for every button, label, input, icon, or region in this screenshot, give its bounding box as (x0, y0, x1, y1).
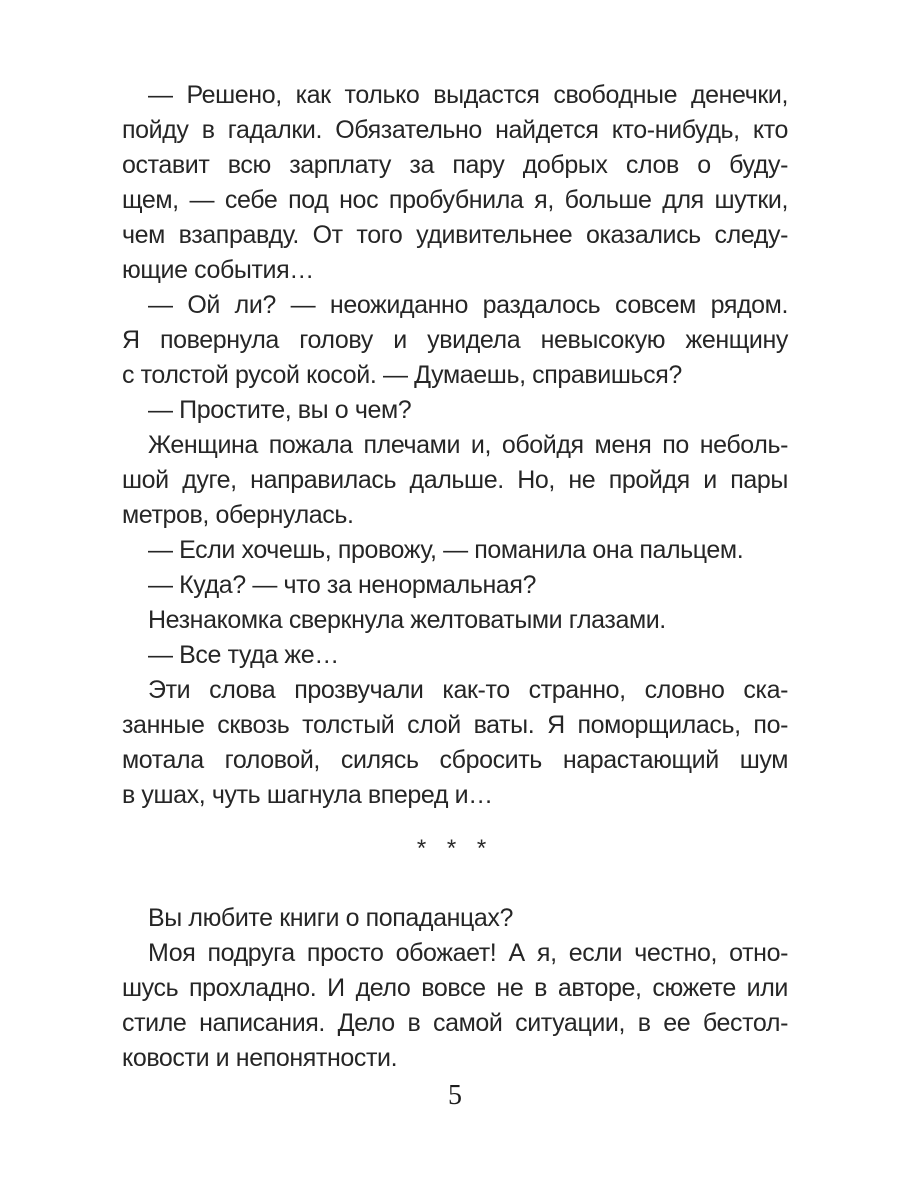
page-text (122, 78, 788, 1076)
text-line: шой дуге, направилась дальше. Но, не пройдя и пары (122, 466, 788, 494)
text-line: — Простите, вы о чем? (148, 396, 412, 424)
text-line: ющие события… (122, 256, 314, 284)
text-line: пойду в гадалки. Обязательно найдется кто-нибудь, кто (122, 116, 788, 144)
text-line: Эти слова прозвучали как-то странно, словно ска- (148, 676, 788, 704)
text-line: Я повернула голову и увидела невысокую женщину (122, 326, 788, 354)
text-line: стиле написания. Дело в самой ситуации, в ее бестол- (122, 1009, 788, 1037)
text-line: оставит всю зарплату за пару добрых слов о буду- (122, 151, 788, 179)
text-line: — Куда? — что за ненормальная? (148, 571, 537, 599)
text-line: — Все туда же… (148, 641, 339, 669)
text-line: чем взаправду. От того удивительнее оказались следу- (122, 221, 788, 249)
text-line: — Если хочешь, провожу, — поманила она пальцем. (148, 536, 744, 564)
text-line: щем, — себе под нос пробубнила я, больше для шутки, (122, 186, 788, 214)
text-line: Незнакомка сверкнула желтоватыми глазами. (148, 606, 666, 634)
text-line: мотала головой, силясь сбросить нарастающий шум (122, 746, 788, 774)
text-line: — Решено, как только выдастся свободные денечки, (148, 81, 788, 109)
text-line: с толстой русой косой. — Думаешь, справишься? (122, 361, 682, 389)
text-line: Вы любите книги о попаданцах? (148, 904, 514, 932)
text-line: метров, обернулась. (122, 501, 354, 529)
page-number: 5 (448, 1080, 462, 1111)
text-line: ковости и непонятности. (122, 1044, 398, 1072)
text-line: Моя подруга просто обожает! А я, если честно, отно- (148, 939, 788, 967)
text-line: занные сквозь толстый слой ваты. Я поморщилась, по- (122, 711, 788, 739)
text-line: Женщина пожала плечами и, обойдя меня по неболь- (148, 431, 788, 459)
text-line: — Ой ли? — неожиданно раздалось совсем рядом. (148, 291, 788, 319)
scene-break-stars: * * * (416, 835, 494, 862)
text-line: шусь прохладно. И дело вовсе не в авторе, сюжете или (122, 974, 788, 1002)
text-line: в ушах, чуть шагнула вперед и… (122, 781, 493, 809)
